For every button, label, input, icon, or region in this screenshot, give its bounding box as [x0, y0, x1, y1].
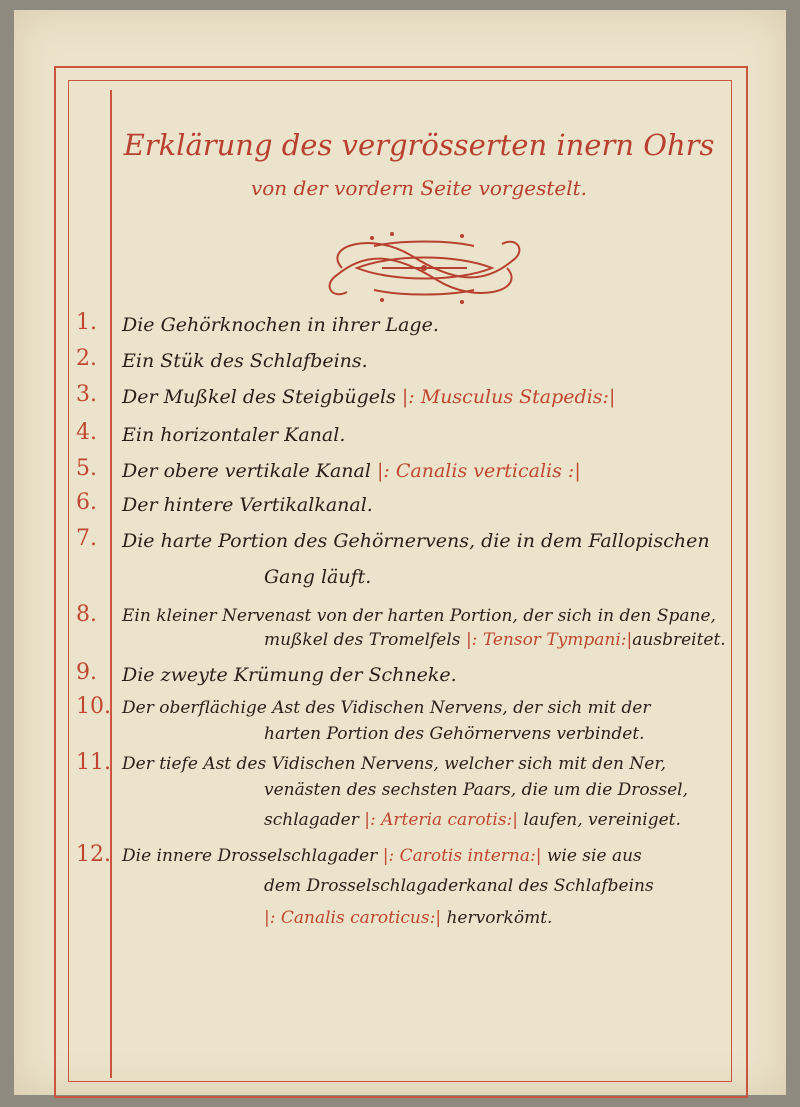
entry-2-text: Ein Stük des Schlafbeins.	[122, 350, 368, 372]
entry-3-german: Der Mußkel des Steigbügels	[122, 386, 396, 408]
entry-10-line-2: harten Portion des Gehörnervens verbindet.	[264, 724, 645, 744]
entry-10-number: 10.	[76, 694, 111, 719]
entry-12-line-1	[122, 846, 642, 866]
entry-11-bracket-close: |	[512, 810, 519, 830]
entry-11-german-a: schlagader	[264, 810, 359, 830]
entry-12-number: 12.	[76, 842, 111, 867]
entry-12-line-3	[264, 908, 552, 928]
entry-5-number: 5.	[76, 456, 97, 481]
entry-3-bracket-close: |	[608, 386, 616, 408]
entry-12-latin-1: Carotis interna:	[399, 846, 536, 866]
entry-8-line-2	[264, 630, 726, 650]
entry-8-latin: Tensor Tympani:	[482, 630, 627, 650]
entry-11-number: 11.	[76, 750, 111, 775]
entry-1-number: 1.	[76, 310, 97, 335]
entry-12-german-a: Die innere Drosselschlagader	[122, 846, 378, 866]
entry-8-number: 8.	[76, 602, 97, 627]
entry-12-bracket-open-1: |:	[382, 846, 395, 866]
entry-11-latin: Arteria carotis:	[381, 810, 513, 830]
entry-11-bracket-open: |:	[364, 810, 376, 830]
entry-5-bracket-close: |	[574, 460, 581, 482]
entry-9-number: 9.	[76, 660, 97, 685]
title-line-2: von der vordern Seite vorgestelt.	[250, 176, 588, 200]
entry-9-text: Die zweyte Krümung der Schneke.	[122, 664, 457, 686]
entry-12-bracket-open-2: |:	[264, 908, 276, 928]
entry-7-line-2: Gang läuft.	[264, 566, 372, 588]
entry-5-latin: Canalis verticalis :	[395, 460, 575, 482]
entry-5-text	[122, 460, 581, 482]
entry-4-number: 4.	[76, 420, 97, 445]
entry-11-line-1: Der tiefe Ast des Vidischen Nervens, welcher sich mit den Ner,	[122, 754, 666, 774]
entry-3-text	[122, 386, 615, 408]
entry-3-latin: Musculus Stapedis:	[420, 386, 609, 408]
entry-10-line-1: Der oberflächige Ast des Vidischen Nervens, der sich mit der	[122, 698, 651, 718]
entry-5-bracket-open: |:	[377, 460, 390, 482]
entry-12-german-c: hervorkömt.	[446, 908, 553, 928]
entry-3-bracket-open: |:	[401, 386, 415, 408]
entry-8-bracket-open: |:	[465, 630, 478, 650]
entry-2-number: 2.	[76, 346, 97, 371]
entry-4-text: Ein horizontaler Kanal.	[122, 424, 346, 446]
entry-12-german-b: wie sie aus	[546, 846, 642, 866]
entry-7-line-1: Die harte Portion des Gehörnervens, die in dem Fallopischen	[122, 530, 710, 552]
entry-12-bracket-close-1: |	[535, 846, 542, 866]
manuscript-page	[14, 10, 786, 1095]
entry-8-german-b: ausbreitet.	[632, 630, 726, 650]
entry-12-bracket-close-2: |	[435, 908, 442, 928]
title-line-1: Erklärung des vergrösserten inern Ohrs	[123, 128, 715, 162]
entry-6-text: Der hintere Vertikalkanal.	[122, 494, 373, 516]
entry-5-german: Der obere vertikale Kanal	[122, 460, 371, 482]
entry-12-line-2: dem Drosselschlagaderkanal des Schlafbeins	[264, 876, 654, 896]
entry-11-line-2: venästen des sechsten Paars, die um die Drossel,	[264, 780, 688, 800]
entry-1-text: Die Gehörknochen in ihrer Lage.	[122, 314, 439, 336]
entry-3-number: 3.	[76, 382, 97, 407]
entry-11-german-b: laufen, vereiniget.	[523, 810, 681, 830]
entry-8-line-1: Ein kleiner Nervenast von der harten Portion, der sich in den Spane,	[122, 606, 716, 626]
calligraphic-flourish	[312, 226, 537, 310]
entry-8-german-a: mußkel des Tromelfels	[264, 630, 461, 650]
entry-12-latin-2: Canalis caroticus:	[280, 908, 436, 928]
entry-11-line-3	[264, 810, 681, 830]
entry-6-number: 6.	[76, 490, 97, 515]
margin-rule	[110, 90, 112, 1078]
entry-8-bracket-close: |	[626, 630, 633, 650]
entry-7-number: 7.	[76, 526, 97, 551]
